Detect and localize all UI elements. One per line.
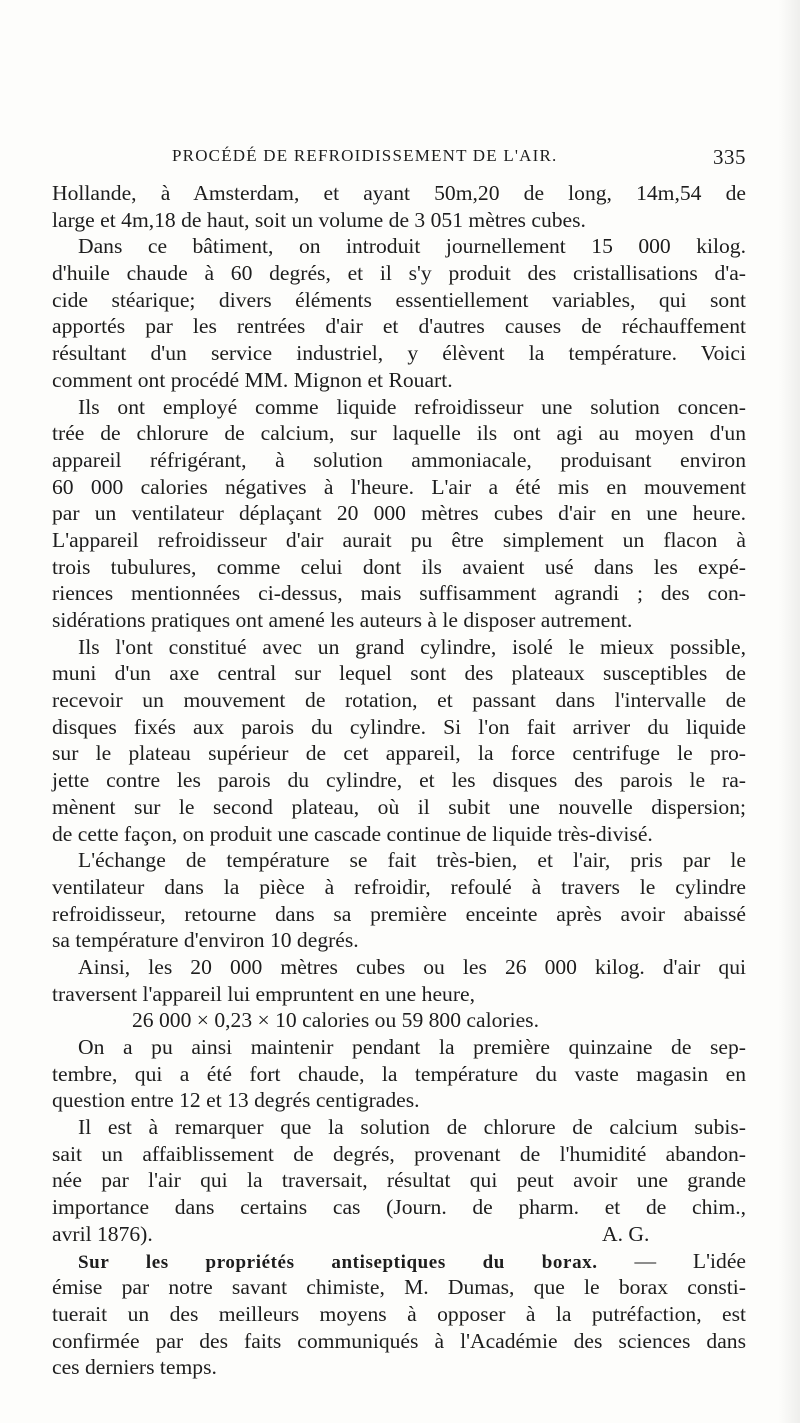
text-fragment: — L'idée	[634, 1248, 746, 1273]
text-line: cide stéarique; divers éléments essentiellement variables, qui sont	[52, 287, 746, 312]
text-line: sa température d'environ 10 degrés.	[52, 928, 359, 953]
text-line: L'échange de température se fait très-bien, et l'air, pris par le	[78, 848, 746, 873]
body-text	[52, 180, 746, 1381]
running-title: PROCÉDÉ DE REFROIDISSEMENT DE L'AIR.	[172, 146, 558, 165]
section-heading-line	[52, 1248, 746, 1275]
text-line: jette contre les parois du cylindre, et les disques des parois le ra-	[52, 768, 746, 793]
text-line: disques fixés aux parois du cylindre. Si l'on fait arriver du liquide	[52, 714, 746, 739]
text-line-signed	[52, 1221, 746, 1248]
text-line: importance dans certains cas (Journ. de pharm. et de chim.,	[52, 1195, 746, 1220]
text-line: traversent l'appareil lui empruntent en une heure,	[52, 981, 475, 1006]
text-line: trois tubulures, comme celui dont ils avaient usé dans les expé-	[52, 554, 746, 579]
text-fragment: avril 1876).	[52, 1221, 153, 1246]
text-line: tembre, qui a été fort chaude, la température du vaste magasin en	[52, 1061, 746, 1086]
text-line: Dans ce bâtiment, on introduit journellement 15 000 kilog.	[78, 234, 746, 259]
text-line: recevoir un mouvement de rotation, et passant dans l'intervalle de	[52, 688, 746, 713]
text-line: sait un affaiblissement de degrés, provenant de l'humidité abandon-	[52, 1141, 746, 1166]
text-line: appareil réfrigérant, à solution ammoniacale, produisant environ	[52, 447, 746, 472]
text-line: Il est à remarquer que la solution de chlorure de calcium subis-	[78, 1115, 746, 1140]
author-initials: A. G.	[602, 1221, 650, 1246]
text-line: 60 000 calories négatives à l'heure. L'air a été mis en mouvement	[52, 474, 746, 499]
text-line: Ils l'ont constitué avec un grand cylindre, isolé le mieux possible,	[78, 634, 746, 659]
text-line: large et 4m,18 de haut, soit un volume de 3 051 mètres cubes.	[52, 207, 586, 232]
text-line: refroidisseur, retourne dans sa première enceinte après avoir abaissé	[52, 901, 746, 926]
running-header	[172, 146, 746, 172]
text-line: muni d'un axe central sur lequel sont des plateaux susceptibles de	[52, 661, 746, 686]
text-line: sidérations pratiques ont amené les auteurs à le disposer autrement.	[52, 608, 633, 632]
text-line: Hollande, à Amsterdam, et ayant 50m,20 de long, 14m,54 de	[52, 181, 746, 205]
text-line: d'huile chaude à 60 degrés, et il s'y produit des cristallisations d'a-	[52, 261, 746, 286]
text-line: question entre 12 et 13 degrés centigrades.	[52, 1088, 420, 1113]
text-line: L'appareil refroidisseur d'air aurait pu être simplement un flacon à	[52, 527, 746, 552]
text-line: On a pu ainsi maintenir pendant la première quinzaine de sep-	[78, 1035, 746, 1059]
section-heading: Sur les propriétés antiseptiques du borax.	[78, 1251, 598, 1273]
text-line: confirmée par des faits communiqués à l'Académie des sciences dans	[52, 1328, 746, 1353]
text-line: comment ont procédé MM. Mignon et Rouart.	[52, 367, 453, 392]
text-line: riences mentionnées ci-dessus, mais suffisamment agrandi ; des con-	[52, 581, 746, 606]
text-line: Ainsi, les 20 000 mètres cubes ou les 26 000 kilog. d'air qui	[78, 954, 746, 979]
text-line: née par l'air qui la traversait, résultat qui peut avoir une grande	[52, 1168, 746, 1193]
text-line: ventilateur dans la pièce à refroidir, refoulé à travers le cylindre	[52, 874, 746, 899]
text-line: résultant d'un service industriel, y élèvent la température. Voici	[52, 341, 746, 366]
page-edge-shadow	[778, 0, 800, 1423]
text-line: trée de chlorure de calcium, sur laquelle ils ont agi au moyen d'un	[52, 421, 746, 446]
text-line: tuerait un des meilleurs moyens à opposer à la putréfaction, est	[52, 1301, 746, 1326]
text-line: émise par notre savant chimiste, M. Dumas, que le borax consti-	[52, 1275, 746, 1300]
text-line: mènent sur le second plateau, où il subit une nouvelle dispersion;	[52, 794, 746, 819]
text-line: apportés par les rentrées d'air et d'autres causes de réchauffement	[52, 314, 746, 339]
calculation-line: 26 000 × 0,23 × 10 calories ou 59 800 calories.	[132, 1008, 539, 1033]
text-line: sur le plateau supérieur de cet appareil, la force centrifuge le pro-	[52, 741, 746, 766]
text-line: ces derniers temps.	[52, 1355, 217, 1380]
text-line: Ils ont employé comme liquide refroidisseur une solution concen-	[78, 394, 746, 419]
text-line: par un ventilateur déplaçant 20 000 mètres cubes d'air en une heure.	[52, 501, 746, 526]
page-number: 335	[713, 145, 746, 169]
text-line: de cette façon, on produit une cascade continue de liquide très-divisé.	[52, 821, 653, 846]
